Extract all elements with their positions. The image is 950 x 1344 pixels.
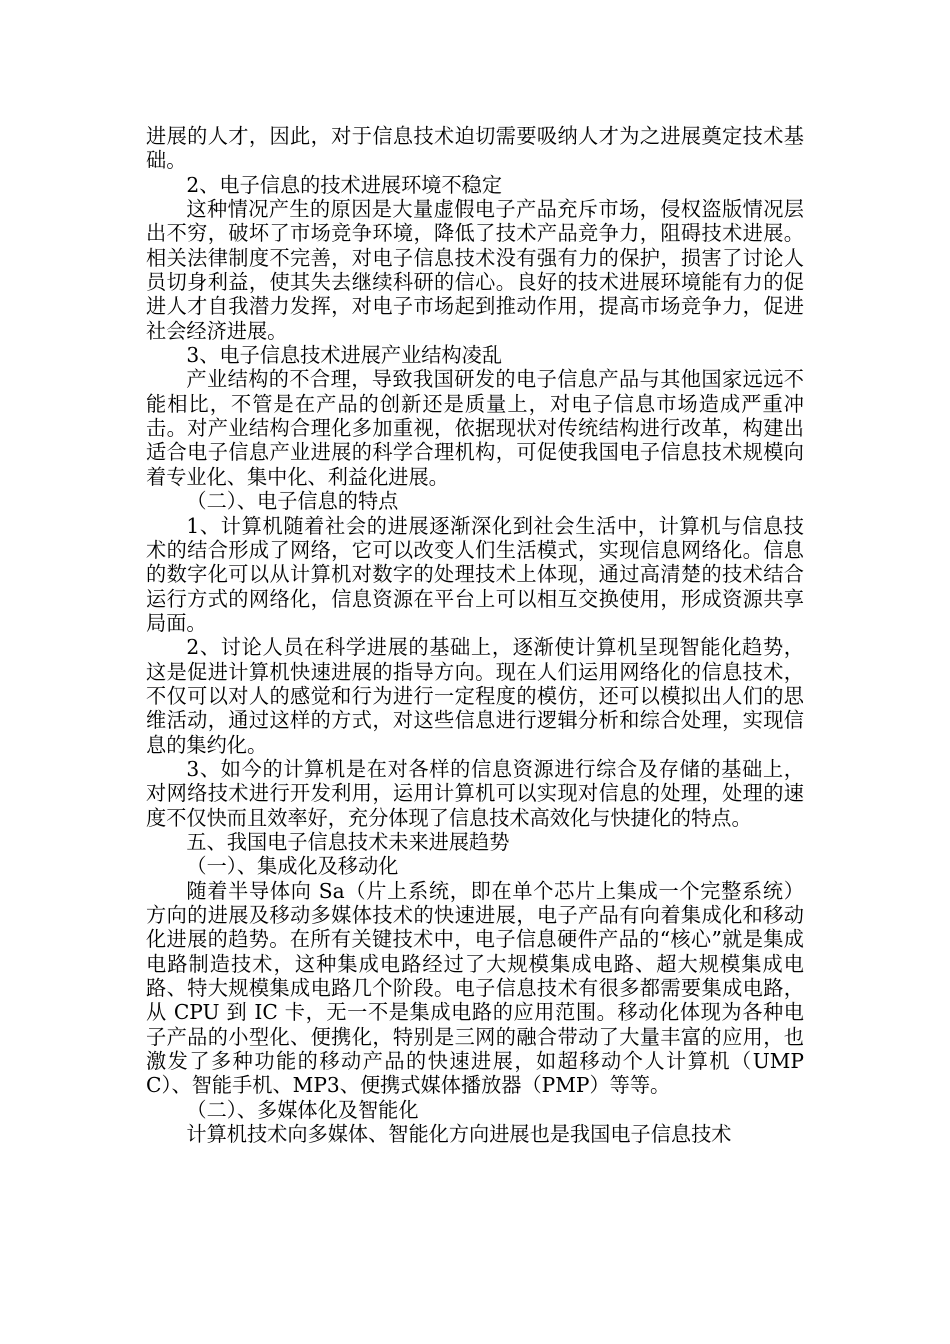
document-page xyxy=(146,124,804,1146)
body-paragraph: 产业结构的不合理，导致我国研发的电子信息产品与其他国家远远不能相比，不管是在产品的创新还是质量上，对电子信息市场造成严重冲击。对产业结构合理化多加重视，依据现状对传统结构进行改革，构建出适合电子信息产业进展的科学合理机构，可促使我国电子信息技术规模向着专业化、集中化、利益化进展。 xyxy=(146,367,804,489)
body-paragraph: 这种情况产生的原因是大量虚假电子产品充斥市场，侵权盗版情况层出不穷，破坏了市场竞争环境，降低了技术产品竞争力，阻碍技术进展。相关法律制度不完善，对电子信息技术没有强有力的保护，损害了讨论人员切身利益，使其失去继续科研的信心。良好的技术进展环境能有力的促进人才自我潜力发挥，对电子市场起到推动作用，提高市场竞争力，促进社会经济进展。 xyxy=(146,197,804,343)
section-heading: 2、电子信息的技术进展环境不稳定 xyxy=(186,172,503,197)
section-heading: 3、电子信息技术进展产业结构凌乱 xyxy=(186,343,503,368)
body-paragraph: 2、讨论人员在科学进展的基础上，逐渐使计算机呈现智能化趋势，这是促进计算机快速进展的指导方向。现在人们运用网络化的信息技术，不仅可以对人的感觉和行为进行一定程度的模仿，还可以模拟出人们的思维活动，通过这样的方式，对这些信息进行逻辑分析和综合处理，实现信息的集约化。 xyxy=(146,635,804,757)
section-heading: （二）、电子信息的特点 xyxy=(186,489,399,514)
section-heading: 五、我国电子信息技术未来进展趋势 xyxy=(186,829,510,854)
body-paragraph: 计算机技术向多媒体、智能化方向进展也是我国电子信息技术 xyxy=(186,1122,732,1147)
section-heading: （一）、集成化及移动化 xyxy=(186,854,399,879)
paragraph-continuation: 进展的人才，因此，对于信息技术迫切需要吸纳人才为之进展奠定技术基础。 xyxy=(146,124,804,173)
body-paragraph: 3、如今的计算机是在对各样的信息资源进行综合及存储的基础上，对网络技术进行开发利用，运用计算机可以实现对信息的处理，处理的速度不仅快而且效率好，充分体现了信息技术高效化与快捷化的特点。 xyxy=(146,756,804,830)
body-paragraph: 随着半导体向 Sa（片上系统，即在单个芯片上集成一个完整系统）方向的进展及移动多媒体技术的快速进展，电子产品有向着集成化和移动化进展的趋势。在所有关键技术中，电子信息硬件产品的“核心”就是集成电路制造技术，这种集成电路经过了大规模集成电路、超大规模集成电路、特大规模集成电路几个阶段。电子信息技术有很多都需要集成电路，从 CPU 到 IC 卡，无一不是集成电路的应用范围。移动化体现为各种电子产品的小型化、便携化，特别是三网的融合带动了大量丰富的应用，也激发了多种功能的移动产品的快速进展，如超移动个人计算机（UMPC）、智能手机、MP3、便携式媒体播放器（PMP）等等。 xyxy=(146,878,804,1098)
section-heading: （二）、多媒体化及智能化 xyxy=(186,1097,419,1122)
body-paragraph: 1、计算机随着社会的进展逐渐深化到社会生活中，计算机与信息技术的结合形成了网络，它可以改变人们生活模式，实现信息网络化。信息的数字化可以从计算机对数字的处理技术上体现，通过高清楚的技术结合运行方式的网络化，信息资源在平台上可以相互交换使用，形成资源共享局面。 xyxy=(146,513,804,635)
